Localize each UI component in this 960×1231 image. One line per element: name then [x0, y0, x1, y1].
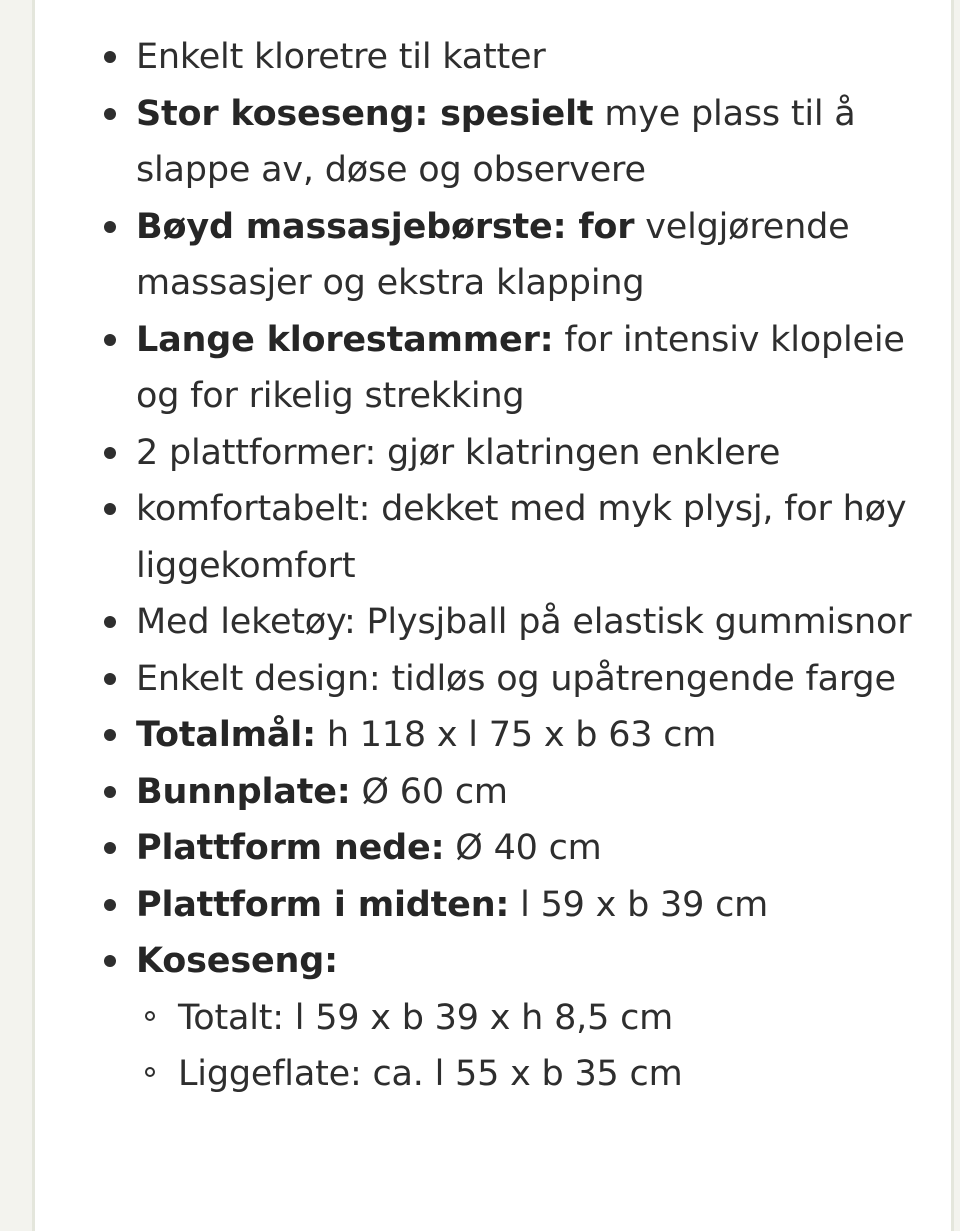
list-item [35, 594, 935, 651]
list-item [35, 29, 935, 86]
item-label: Plattform nede: [136, 828, 445, 868]
sub-item-text: Liggeflate: ca. l 55 x b 35 cm [178, 1054, 683, 1094]
list-item [35, 707, 935, 764]
item-text: Ø 40 cm [444, 828, 602, 868]
item-text: mye plass til å slappe av, døse og observere [136, 93, 856, 190]
sub-list-item [136, 990, 929, 1047]
item-text: velgjørende massasjer og ekstra klapping [136, 206, 850, 303]
list-item [35, 86, 935, 199]
list-item [35, 312, 935, 425]
list-item [35, 425, 935, 482]
item-label: Lange klorestammer: [136, 319, 554, 360]
item-text: Med leketøy: Plysjball på elastisk gummisnor [136, 602, 912, 642]
list-item [35, 820, 935, 877]
item-label: Plattform i midten: [136, 884, 510, 925]
item-text: l 59 x b 39 cm [509, 884, 769, 925]
list-item [35, 877, 935, 934]
sub-item-text: Totalt: l 59 x b 39 x h 8,5 cm [178, 997, 674, 1038]
product-description-panel [32, 0, 954, 1231]
list-item [35, 933, 935, 1103]
list-item [35, 764, 935, 821]
sub-list-item [136, 1046, 929, 1103]
item-text: 2 plattformer: gjør klatringen enklere [136, 432, 781, 473]
feature-list [35, 29, 935, 1103]
list-item [35, 481, 935, 594]
item-text: komfortabelt: dekket med myk plysj, for høy liggekomfort [136, 489, 907, 586]
item-text: h 118 x l 75 x b 63 cm [315, 715, 717, 755]
item-label: Koseseng: [136, 941, 338, 981]
item-text: Ø 60 cm [350, 771, 508, 812]
item-text: for intensiv klopleie og for rikelig strekking [136, 319, 905, 416]
item-label: Totalmål: [136, 715, 316, 755]
item-text: Enkelt kloretre til katter [136, 37, 546, 77]
list-item [35, 651, 935, 708]
list-item [35, 199, 935, 312]
item-label: Stor koseseng: spesielt [136, 93, 594, 134]
item-text: Enkelt design: tidløs og upåtrengende farge [136, 658, 896, 699]
koseseng-sublist [136, 990, 929, 1103]
item-label: Bøyd massasjebørste: for [136, 206, 635, 247]
item-label: Bunnplate: [136, 771, 351, 812]
